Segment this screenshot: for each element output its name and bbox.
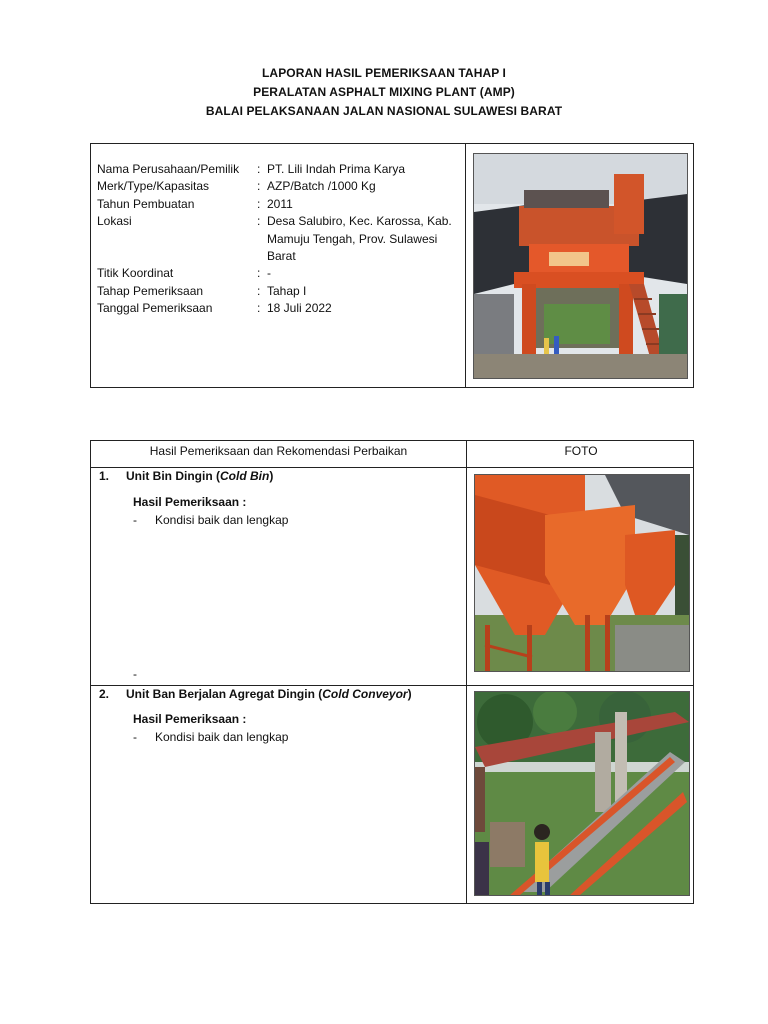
results-column-header: Hasil Pemeriksaan dan Rekomendasi Perbaikan	[149, 444, 408, 458]
info-list	[97, 161, 467, 318]
inspection-results-table	[90, 440, 694, 904]
item-2-title	[99, 687, 412, 701]
info-value: -	[267, 266, 271, 281]
item-name: Unit Bin Dingin (	[126, 469, 220, 483]
info-row-company	[97, 161, 467, 178]
info-row-brand	[97, 178, 467, 195]
cold-bin-illustration	[475, 475, 689, 671]
info-label: Nama Perusahaan/Pemilik	[97, 162, 240, 176]
photo-column-header: FOTO	[564, 444, 598, 458]
item-name-end: )	[269, 469, 274, 483]
info-row-location	[97, 213, 467, 265]
item-number: 2.	[99, 687, 110, 701]
info-value: 2011	[267, 196, 293, 211]
header-divider	[91, 467, 693, 468]
item-name: Unit Ban Berjalan Agregat Dingin (	[126, 687, 323, 701]
note-text: Kondisi baik dan lengkap	[155, 513, 289, 527]
info-row-year	[97, 196, 467, 213]
note-dash: -	[133, 730, 137, 744]
title-line-3: BALAI PELAKSANAAN JALAN NASIONAL SULAWESI BARAT	[205, 104, 563, 118]
item-number: 1.	[99, 469, 110, 483]
info-label: Tanggal Pemeriksaan	[97, 301, 213, 316]
equipment-info-table	[90, 143, 694, 388]
info-row-date	[97, 300, 467, 317]
info-row-coordinate	[97, 265, 467, 282]
info-row-stage	[97, 283, 467, 300]
item-1-trailing-dash: -	[133, 667, 137, 681]
info-value: 18 Juli 2022	[267, 301, 332, 316]
note-text: Kondisi baik dan lengkap	[155, 730, 289, 744]
row-divider	[91, 685, 693, 686]
info-value: Tahap I	[267, 283, 307, 298]
info-value: AZP/Batch /1000 Kg	[267, 179, 376, 194]
title-line-1: LAPORAN HASIL PEMERIKSAAN TAHAP I	[262, 66, 506, 80]
note-dash: -	[133, 513, 137, 527]
cold-bin-photo	[474, 474, 690, 672]
info-separator: :	[257, 214, 261, 229]
info-value: Desa Salubiro, Kec. Karossa, Kab. Mamuju Tengah, Prov. Sulawesi Barat	[267, 214, 452, 264]
info-separator: :	[257, 162, 261, 176]
item-name-end: )	[407, 687, 412, 701]
info-separator: :	[257, 283, 261, 298]
title-line-2: PERALATAN ASPHALT MIXING PLANT (AMP)	[253, 85, 515, 99]
info-label: Merk/Type/Kapasitas	[97, 179, 210, 194]
item-2-note	[133, 730, 288, 744]
amp-plant-photo	[473, 153, 688, 379]
cold-conveyor-illustration	[475, 692, 689, 895]
info-separator: :	[257, 266, 261, 281]
info-separator: :	[257, 179, 261, 194]
report-title	[0, 64, 768, 121]
info-value: PT. Lili Indah Prima Karya	[267, 162, 406, 176]
item-1-note	[133, 513, 288, 527]
info-label: Tahun Pembuatan	[97, 196, 195, 211]
info-cell	[91, 144, 466, 387]
item-1-title	[99, 469, 273, 483]
info-label: Titik Koordinat	[97, 266, 174, 281]
cold-conveyor-photo	[474, 691, 690, 896]
info-label: Lokasi	[97, 214, 132, 229]
info-separator: :	[257, 196, 261, 211]
item-2-subheading: Hasil Pemeriksaan :	[133, 712, 247, 726]
amp-plant-illustration	[474, 154, 687, 378]
column-divider	[466, 441, 467, 903]
item-name-italic: Cold Bin	[219, 469, 270, 483]
info-separator: :	[257, 301, 261, 316]
info-label: Tahap Pemeriksaan	[97, 283, 204, 298]
item-name-italic: Cold Conveyor	[322, 687, 408, 701]
item-1-subheading: Hasil Pemeriksaan :	[133, 495, 247, 509]
